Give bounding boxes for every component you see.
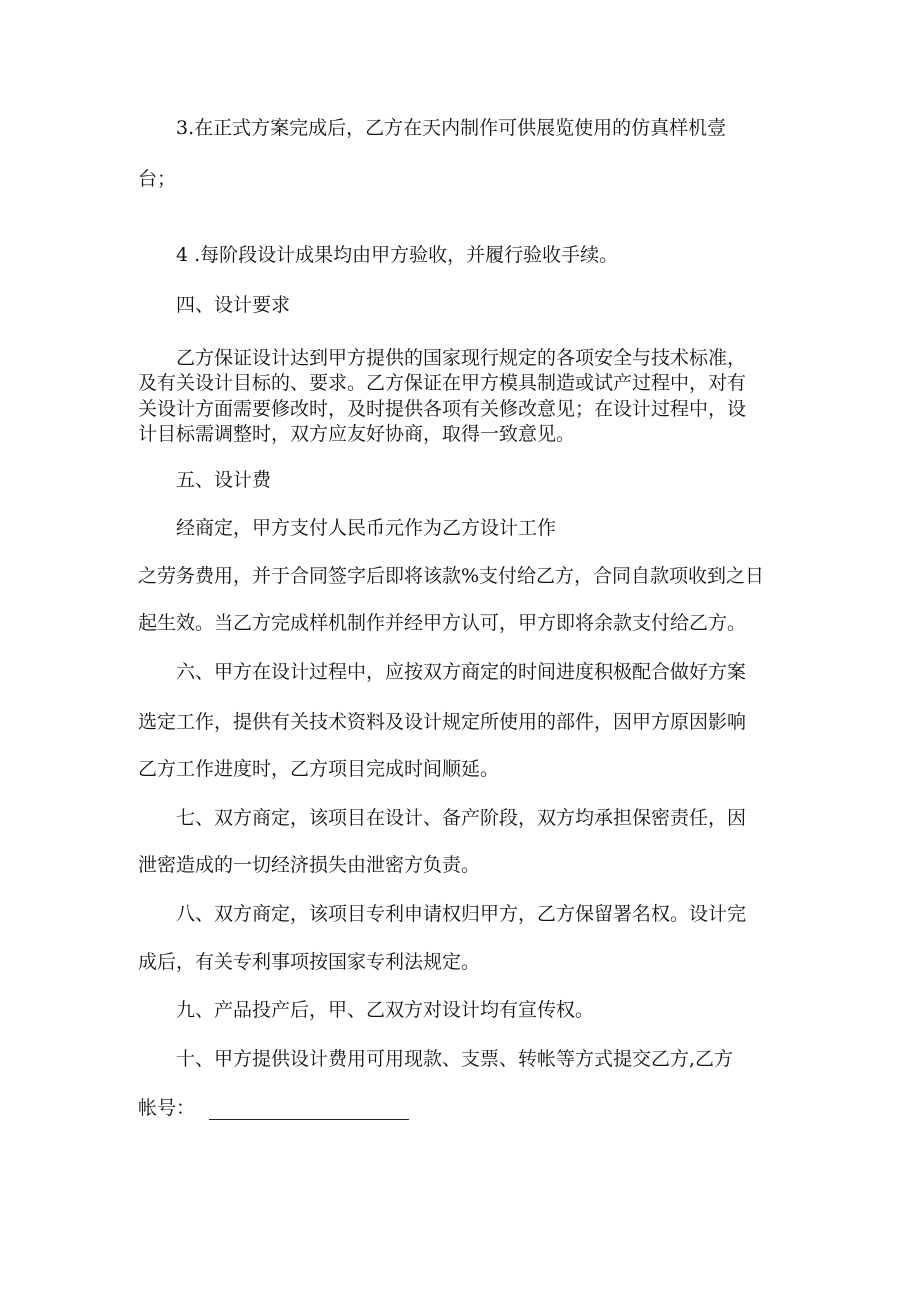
section-6-line3: 乙方工作进度时，乙方项目完成时间顺延。 — [138, 758, 500, 780]
item3-line1: 3.在正式方案完成后，乙方在天内制作可供展览使用的仿真样机壹 — [176, 117, 727, 139]
section-10-line1: 十、甲方提供设计费用可用现款、支票、转帐等方式提交乙方,乙方 — [176, 1048, 734, 1070]
section-9: 九、产品投产后，甲、乙双方对设计均有宣传权。 — [176, 999, 595, 1021]
section-4-line2: 及有关设计目标的、要求。乙方保证在甲方模具制造或试产过程中，对有 — [138, 372, 747, 394]
section-6-line1: 六、甲方在设计过程中，应按双方商定的时间进度积极配合做好方案 — [176, 661, 747, 683]
section-8-line2: 成后，有关专利事项按国家专利法规定。 — [138, 951, 481, 973]
section-6-line2: 选定工作，提供有关技术资料及设计规定所使用的部件，因甲方原因影响 — [138, 711, 747, 733]
section-5-line3: 起生效。当乙方完成样机制作并经甲方认可，甲方即将余款支付给乙方。 — [138, 612, 747, 634]
section-4-line3: 关设计方面需要修改时，及时提供各项有关修改意见；在设计过程中，设 — [138, 398, 747, 420]
section-4-heading: 四、设计要求 — [176, 294, 291, 316]
item4: 4 .每阶段设计成果均由甲方验收，并履行验收手续。 — [176, 244, 619, 266]
account-label: 帐号： — [138, 1097, 196, 1119]
section-7-line1: 七、双方商定，该项目在设计、备产阶段，双方均承担保密责任，因 — [176, 807, 747, 829]
section-5-line2: 之劳务费用，并于合同签字后即将该款%支付给乙方，合同自款项收到之日 — [138, 565, 765, 587]
section-5-line1: 经商定，甲方支付人民币元作为乙方设计工作 — [176, 517, 557, 539]
account-blank-underline — [209, 1103, 409, 1120]
section-4-line4: 计目标需调整时，双方应友好协商，取得一致意见。 — [138, 423, 576, 445]
section-5-heading: 五、设计费 — [176, 469, 272, 491]
section-8-line1: 八、双方商定，该项目专利申请权归甲方，乙方保留署名权。设计完 — [176, 903, 747, 925]
section-7-line2: 泄密造成的一切经济损失由泄密方负责。 — [138, 854, 481, 876]
account-line — [138, 1096, 409, 1120]
item3-line2: 台； — [138, 168, 177, 190]
section-4-line1: 乙方保证设计达到甲方提供的国家现行规定的各项安全与技术标准， — [176, 347, 747, 369]
